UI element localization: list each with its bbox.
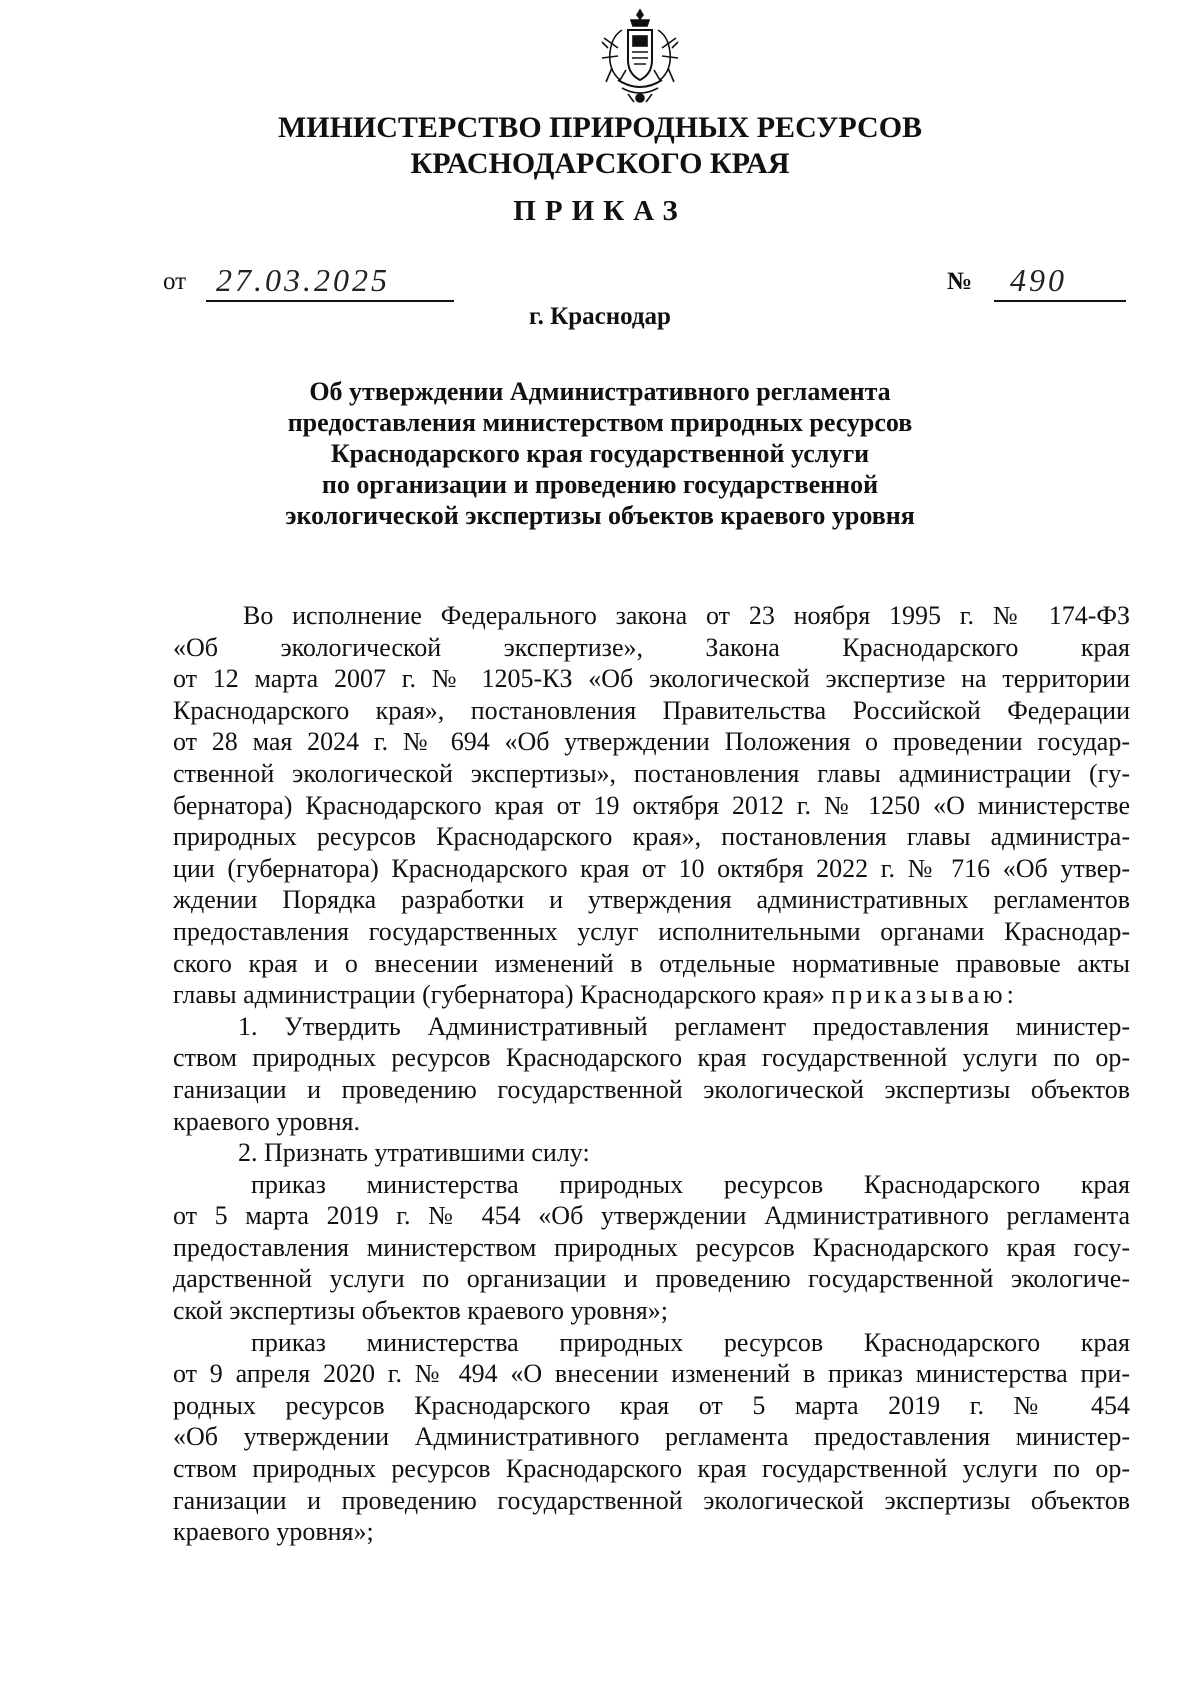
body-line: Во исполнение Федерального закона от 23 ноября 1995 г. № 174-ФЗ bbox=[243, 601, 1130, 630]
body-line: приказ министерства природных ресурсов Краснодарского края bbox=[251, 1169, 1130, 1199]
body-line: природных ресурсов Краснодарского края», постановления главы администра- bbox=[173, 822, 1130, 852]
handwritten-date: 27.03.2025 bbox=[216, 262, 390, 298]
body-line: ством природных ресурсов Краснодарского края государственной услуги по ор- bbox=[173, 1043, 1130, 1073]
title-line: экологической экспертизы объектов краевого уровня bbox=[285, 501, 915, 530]
body-line: приказ министерства природных ресурсов Краснодарского края bbox=[251, 1327, 1130, 1357]
body-line: бернатора) Краснодарского края от 19 октября 2012 г. № 1250 «О министерстве bbox=[173, 790, 1130, 820]
city: г. Краснодар bbox=[529, 303, 671, 330]
body-line: ции (губернатора) Краснодарского края от 10 октября 2022 г. № 716 «Об утвер- bbox=[173, 853, 1130, 883]
body-line: «Об экологической экспертизе», Закона Краснодарского края bbox=[173, 632, 1130, 662]
body-line: от 28 мая 2024 г. № 694 «Об утверждении Положения о проведении государ- bbox=[173, 727, 1130, 757]
title-line: по организации и проведению государственной bbox=[321, 470, 879, 499]
body-line: краевого уровня. bbox=[173, 1106, 360, 1136]
body-line: ством природных ресурсов Краснодарского края государственной услуги по ор- bbox=[173, 1454, 1130, 1484]
body-line: ганизации и проведению государственной экологической экспертизы объектов bbox=[173, 1485, 1130, 1515]
body-line: «Об утверждении Административного регламента предоставления министер- bbox=[173, 1422, 1130, 1452]
date-label: от bbox=[163, 268, 187, 295]
order-word: приказываю: bbox=[831, 980, 1018, 1010]
body-text: главы администрации (губернатора) Краснодарского края» bbox=[173, 980, 825, 1010]
date-underline bbox=[206, 300, 454, 302]
body-line: Краснодарского края», постановления Правительства Российской Федерации bbox=[173, 695, 1130, 725]
body-line: 1. Утвердить Административный регламент предоставления министер- bbox=[238, 1011, 1130, 1041]
title-line: Краснодарского края государственной услуги bbox=[330, 439, 870, 468]
body-line: ственной экологической экспертизы», постановления главы администрации (гу- bbox=[173, 758, 1130, 788]
body-line: дарственной услуги по организации и проведению государственной экологиче- bbox=[173, 1264, 1130, 1294]
document-body bbox=[173, 600, 1130, 1548]
title-line: Об утверждении Административного регламента bbox=[309, 377, 891, 406]
ministry-name-line1: МИНИСТЕРСТВО ПРИРОДНЫХ РЕСУРСОВ bbox=[277, 111, 923, 144]
body-line: предоставления государственных услуг исполнительными органами Краснодар- bbox=[173, 916, 1130, 946]
title-line: предоставления министерством природных ресурсов bbox=[287, 408, 913, 437]
ministry-name-line2: КРАСНОДАРСКОГО КРАЯ bbox=[410, 147, 790, 180]
document-title bbox=[0, 376, 1200, 531]
number-label: № bbox=[947, 268, 973, 295]
body-line: ганизации и проведению государственной экологической экспертизы объектов bbox=[173, 1074, 1130, 1104]
body-line bbox=[173, 979, 1130, 1011]
coat-of-arms-emblem bbox=[598, 8, 682, 106]
number-underline bbox=[994, 300, 1126, 302]
document-type: ПРИКАЗ bbox=[513, 195, 687, 227]
body-line: ского края и о внесении изменений в отдельные нормативные правовые акты bbox=[173, 948, 1130, 978]
body-line: от 9 апреля 2020 г. № 494 «О внесении изменений в приказ министерства при- bbox=[173, 1359, 1130, 1389]
handwritten-number: 490 bbox=[1010, 262, 1067, 298]
body-line: от 12 марта 2007 г. № 1205-КЗ «Об экологической экспертизе на территории bbox=[173, 664, 1130, 694]
body-line: от 5 марта 2019 г. № 454 «Об утверждении Административного регламента bbox=[173, 1201, 1130, 1231]
body-line: ждении Порядка разработки и утверждения административных регламентов bbox=[173, 885, 1130, 915]
body-line: родных ресурсов Краснодарского края от 5 марта 2019 г. № 454 bbox=[173, 1390, 1130, 1420]
body-line: ской экспертизы объектов краевого уровня»; bbox=[173, 1296, 668, 1326]
body-line: предоставления министерством природных ресурсов Краснодарского края госу- bbox=[173, 1232, 1130, 1262]
body-line: 2. Признать утратившими силу: bbox=[238, 1138, 590, 1168]
body-line: краевого уровня»; bbox=[173, 1517, 374, 1547]
